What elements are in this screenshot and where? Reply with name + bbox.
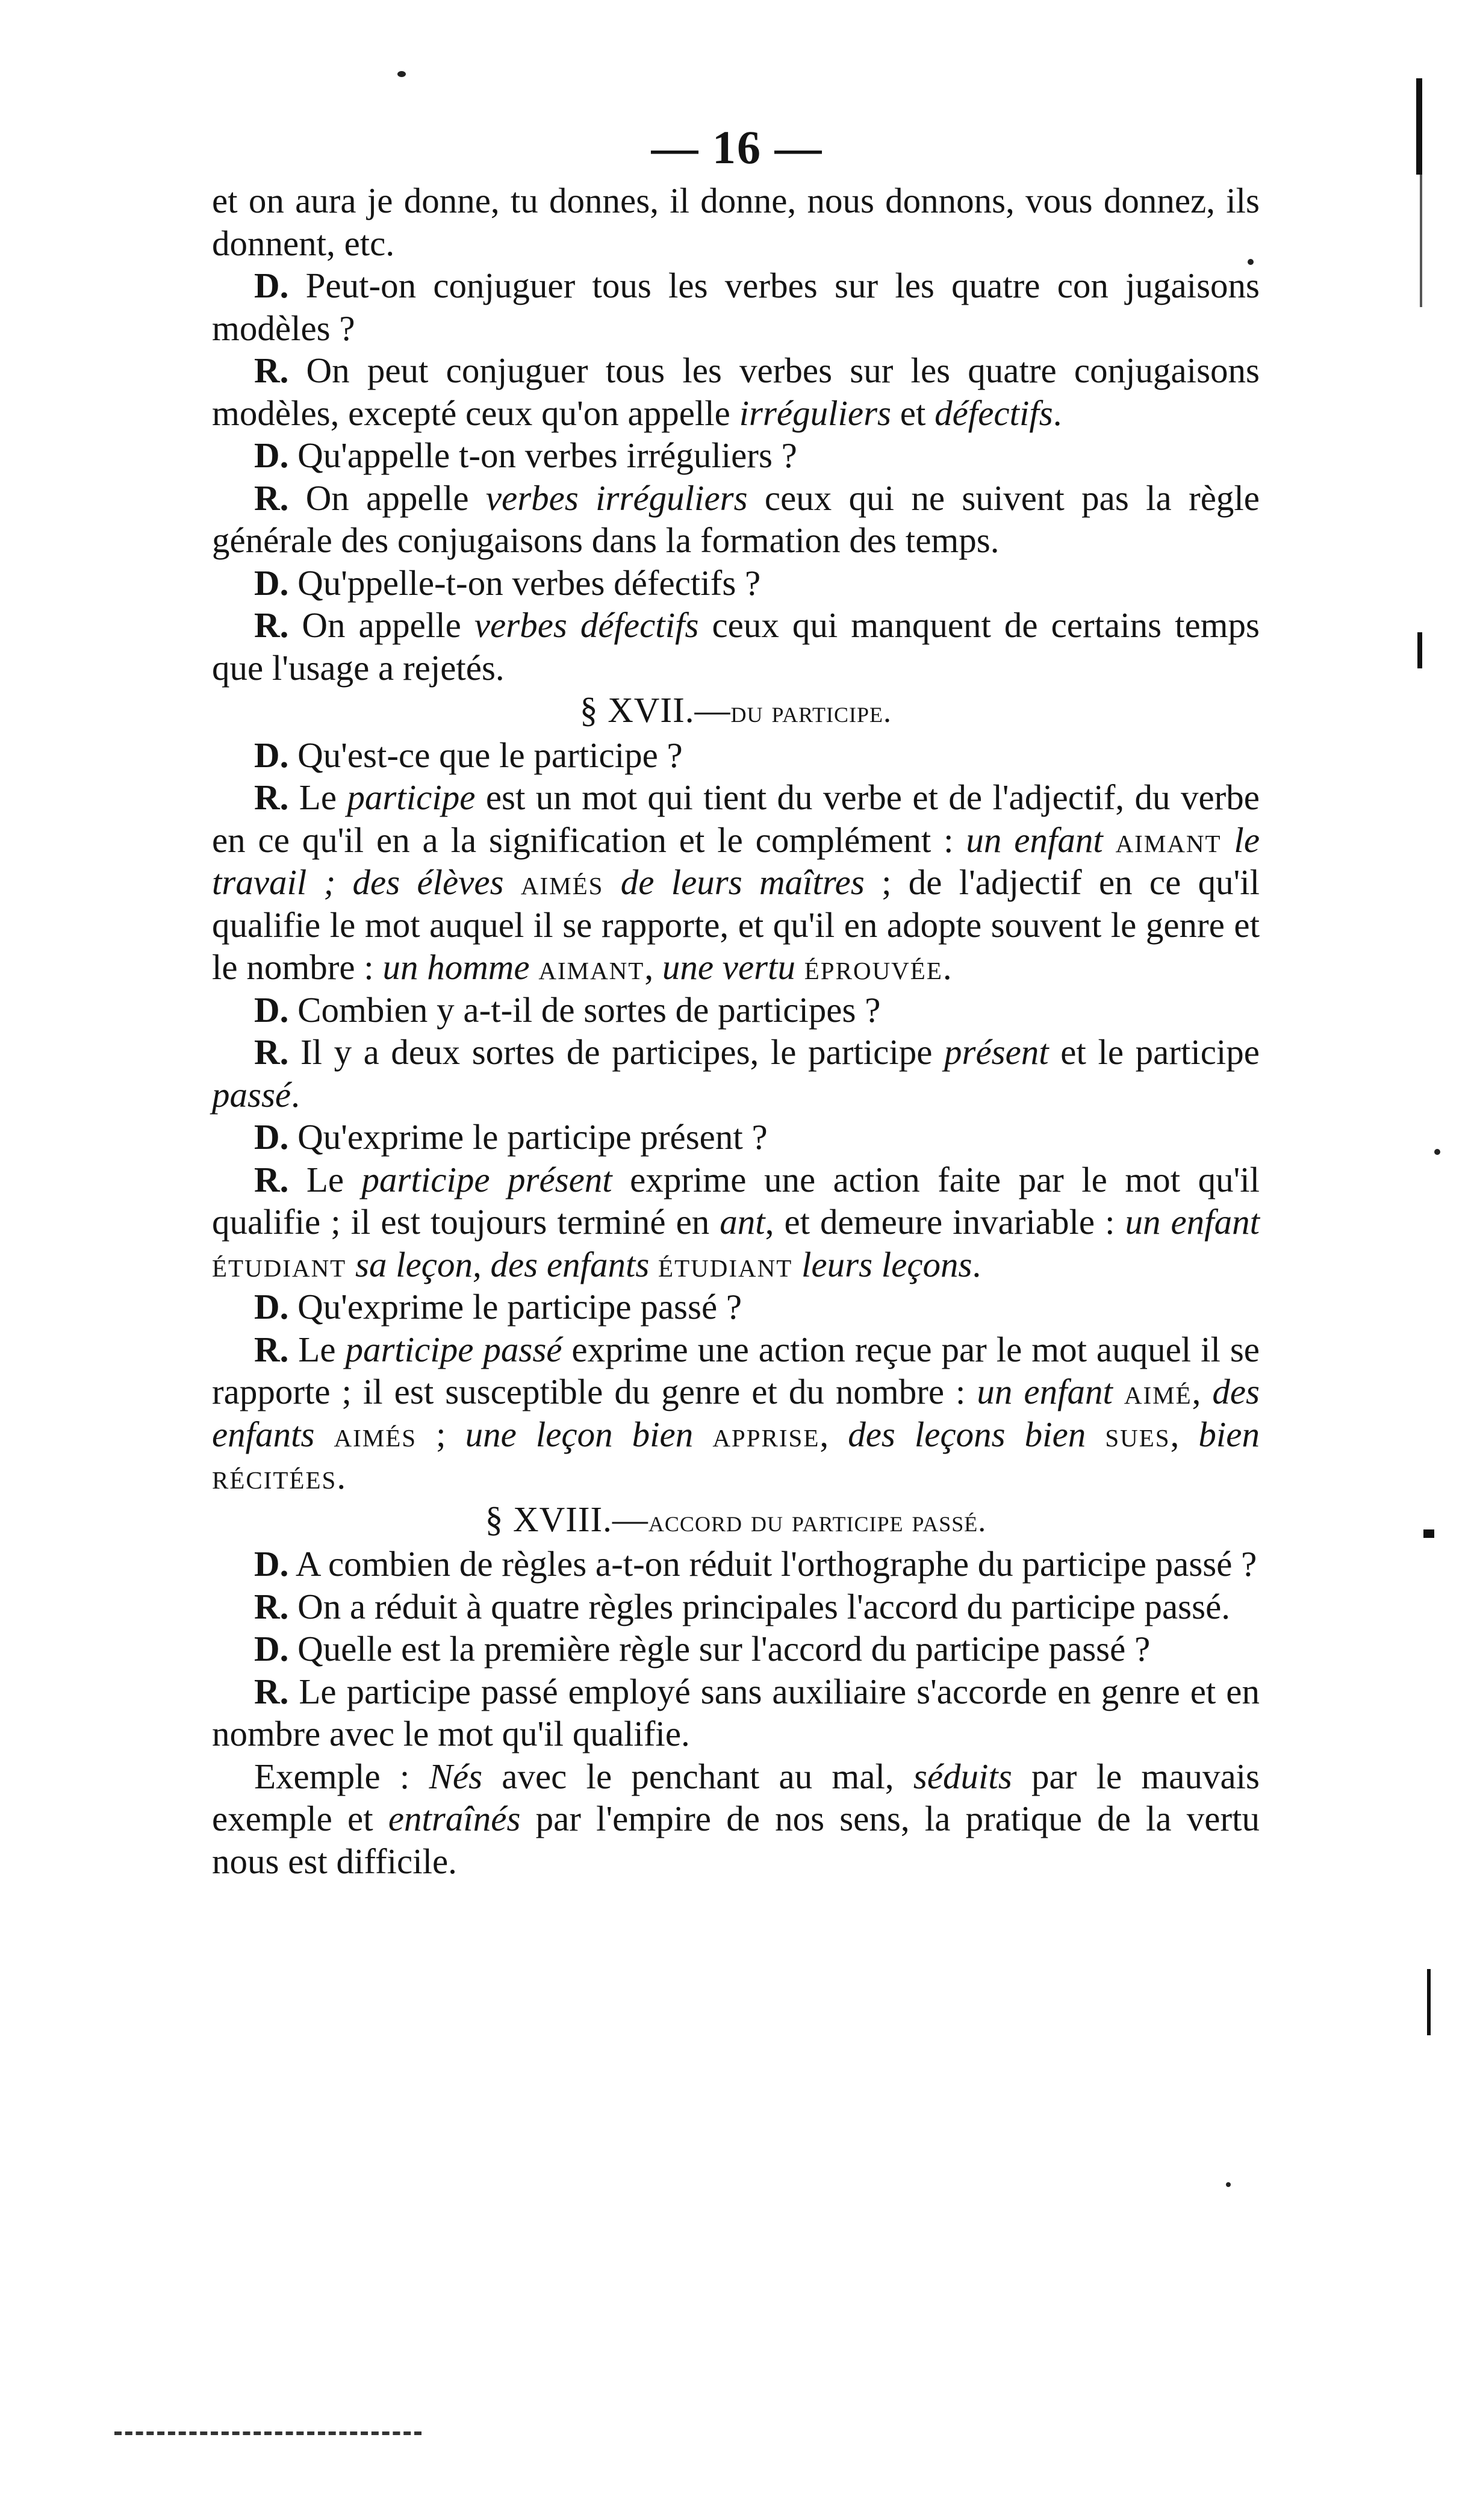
small-caps-example: sues xyxy=(1105,1414,1171,1454)
text-run: et le participe xyxy=(1048,1032,1260,1072)
question-paragraph xyxy=(212,1628,1260,1670)
answer-paragraph xyxy=(212,604,1260,689)
text-run: Qu'exprime le participe présent ? xyxy=(288,1117,768,1157)
speaker-label: R. xyxy=(254,605,289,645)
question-paragraph xyxy=(212,1286,1260,1328)
section-heading xyxy=(212,1498,1260,1543)
italic-term: verbes défectifs xyxy=(474,605,699,645)
scan-speck xyxy=(1226,2182,1231,2187)
scan-speck xyxy=(397,71,406,77)
italic-term: Nés xyxy=(429,1756,483,1796)
question-paragraph xyxy=(212,434,1260,477)
speaker-label: D. xyxy=(254,562,289,603)
answer-paragraph xyxy=(212,1159,1260,1286)
section-title: du participe. xyxy=(730,695,892,729)
text-run: par l'empire de nos sens, la pratique de la vertu nous est difficile. xyxy=(212,1799,1260,1881)
speaker-label: D. xyxy=(254,1117,289,1157)
text-run: . xyxy=(972,1244,981,1284)
small-caps-example: étudiant xyxy=(658,1244,793,1284)
text-run xyxy=(314,1414,334,1454)
italic-term: irréguliers xyxy=(739,393,892,433)
speaker-label: R. xyxy=(254,1586,289,1626)
answer-paragraph xyxy=(212,1031,1260,1116)
italic-term: participe présent xyxy=(361,1159,612,1199)
italic-term: un enfant xyxy=(977,1372,1113,1411)
text-run: , xyxy=(819,1414,848,1454)
speaker-label: R. xyxy=(254,777,289,817)
text-run: On peut conjuguer tous les verbes sur les quatre conjugaisons modèles, excepté ceux qu'on appelle xyxy=(212,350,1260,433)
text-run xyxy=(1113,1372,1124,1411)
answer-paragraph xyxy=(212,776,1260,989)
answer-paragraph xyxy=(212,1670,1260,1755)
text-run: et on aura je donne, tu donnes, il donne, nous donnons, vous donnez, ils donnent, etc. xyxy=(212,181,1260,263)
text-run xyxy=(504,862,521,902)
text-run: , xyxy=(1192,1372,1213,1411)
answer-paragraph xyxy=(212,349,1260,434)
text-run xyxy=(795,947,804,987)
italic-term: un enfant xyxy=(1125,1202,1260,1242)
small-caps-example: éprouvée xyxy=(804,947,943,987)
text-run xyxy=(530,947,539,987)
text-paragraph xyxy=(212,179,1260,264)
italic-term: leurs leçons xyxy=(801,1244,972,1284)
italic-term: entraînés xyxy=(388,1799,521,1838)
speaker-label: D. xyxy=(254,1287,289,1327)
text-run: Quelle est la première règle sur l'accord du participe passé ? xyxy=(288,1629,1151,1669)
text-run: On a réduit à quatre règles principales l'accord du participe passé. xyxy=(288,1586,1231,1626)
question-paragraph xyxy=(212,734,1260,777)
text-run: ; de l'adjectif en ce qu'il qualifie le mot auquel il se rapporte, et qu'il en adopte souvent le genre et le nombre : xyxy=(212,862,1260,987)
text-run: Peut-on conjuguer tous les verbes sur les quatre con jugaisons modèles ? xyxy=(212,266,1260,348)
text-run: . xyxy=(337,1457,346,1496)
speaker-label: D. xyxy=(254,735,289,775)
italic-term: ant xyxy=(720,1202,765,1242)
italic-term: un enfant xyxy=(966,820,1103,860)
speaker-label: D. xyxy=(254,989,289,1030)
text-run xyxy=(649,1245,658,1284)
italic-term: bien xyxy=(1198,1414,1260,1454)
text-run xyxy=(792,1245,801,1284)
text-run: ceux qui ne suivent pas la règle générale des conjugaisons dans la formation des temps. xyxy=(212,478,1260,560)
text-run xyxy=(1222,820,1234,860)
text-run: ; xyxy=(417,1414,465,1454)
italic-term: défectifs xyxy=(934,393,1053,433)
text-run xyxy=(346,1245,355,1284)
answer-paragraph xyxy=(212,477,1260,562)
italic-term: de leurs maîtres xyxy=(620,862,865,902)
small-caps-example: aimant xyxy=(538,947,645,987)
question-paragraph xyxy=(212,1543,1260,1585)
section-number: § XVIII.— xyxy=(485,1499,648,1539)
italic-term: sa leçon, des enfants xyxy=(355,1244,650,1284)
small-caps-example: apprise xyxy=(712,1414,820,1454)
small-caps-example: aimé xyxy=(1124,1372,1192,1411)
text-run: , et demeure invariable : xyxy=(765,1202,1125,1242)
text-run: avec le penchant au mal, xyxy=(482,1756,913,1796)
text-run: , xyxy=(1170,1414,1199,1454)
text-run: ceux qui manquent de certains temps que l'usage a rejetés. xyxy=(212,605,1260,688)
italic-term: passé xyxy=(212,1074,291,1115)
scan-bottom-mark xyxy=(114,2427,421,2435)
text-run: On appelle xyxy=(288,478,486,518)
text-run xyxy=(1086,1414,1105,1454)
italic-term: verbes irréguliers xyxy=(485,478,748,518)
speaker-label: D. xyxy=(254,1629,289,1669)
italic-term: séduits xyxy=(913,1756,1012,1796)
scan-edge-mark xyxy=(1420,175,1422,307)
speaker-label: D. xyxy=(254,1544,289,1584)
small-caps-example: aimés xyxy=(520,862,604,902)
speaker-label: R. xyxy=(254,1159,289,1199)
text-run: . xyxy=(1053,393,1062,433)
answer-paragraph xyxy=(212,1585,1260,1628)
text-run: Le participe passé employé sans auxiliaire s'accorde en genre et en nombre avec le mot qu'il qualifie. xyxy=(212,1671,1260,1753)
text-run: Exemple : xyxy=(254,1756,429,1796)
section-number: § XVII.— xyxy=(579,690,731,730)
speaker-label: R. xyxy=(254,1032,289,1072)
text-run: On appelle xyxy=(288,605,474,645)
italic-term: participe xyxy=(347,777,476,817)
text-run: Le xyxy=(288,1329,346,1369)
text-run: exprime une action reçue par le mot auquel il se rapporte ; il est susceptible du genre et du nombre : xyxy=(212,1329,1260,1411)
text-run: Le xyxy=(288,1159,362,1199)
text-run: exprime une action faite par le mot qu'il qualifie ; il est toujours terminé en xyxy=(212,1159,1260,1242)
answer-paragraph xyxy=(212,1328,1260,1498)
italic-term: des enfants xyxy=(212,1372,1260,1454)
italic-term: participe passé xyxy=(345,1329,562,1369)
italic-term: une leçon bien xyxy=(465,1414,694,1454)
text-run: Qu'appelle t-on verbes irréguliers ? xyxy=(288,435,797,475)
scan-edge-mark xyxy=(1417,632,1422,668)
speaker-label: R. xyxy=(254,478,289,518)
text-run: . xyxy=(942,947,952,987)
italic-term: une vertu xyxy=(662,947,796,987)
question-paragraph xyxy=(212,989,1260,1031)
speaker-label: R. xyxy=(254,1329,289,1369)
speaker-label: R. xyxy=(254,350,289,390)
scan-speck xyxy=(1434,1149,1440,1155)
section-title: accord du participe passé. xyxy=(648,1504,987,1538)
text-run: A combien de règles a-t-on réduit l'orthographe du participe passé ? xyxy=(288,1544,1257,1584)
small-caps-example: aimés xyxy=(334,1414,417,1454)
text-run: Qu'est-ce que le participe ? xyxy=(288,735,683,775)
italic-term: présent xyxy=(944,1032,1049,1072)
scan-edge-mark xyxy=(1427,1969,1431,2035)
text-run: Combien y a-t-il de sortes de participes ? xyxy=(288,989,881,1030)
small-caps-example: aimant xyxy=(1115,820,1222,860)
text-run: et xyxy=(891,393,935,433)
text-run: Le xyxy=(288,777,347,817)
text-run: est un mot qui tient du verbe et de l'adjectif, du verbe en ce qu'il en a la signification et le complément : xyxy=(212,777,1260,860)
speaker-label: D. xyxy=(254,266,289,305)
small-caps-example: récitées xyxy=(212,1457,337,1496)
text-run: Qu'exprime le participe passé ? xyxy=(288,1287,742,1327)
small-caps-example: étudiant xyxy=(212,1244,347,1284)
speaker-label: D. xyxy=(254,435,289,475)
text-run: , xyxy=(644,947,662,987)
question-paragraph xyxy=(212,562,1260,605)
text-paragraph xyxy=(212,1755,1260,1883)
italic-term: des leçons bien xyxy=(848,1414,1086,1454)
speaker-label: R. xyxy=(254,1671,289,1711)
text-run xyxy=(693,1414,712,1454)
text-run: . xyxy=(291,1074,300,1115)
text-run: par le mauvais exemple et xyxy=(212,1756,1260,1838)
scan-edge-mark xyxy=(1423,1529,1434,1538)
body-text xyxy=(212,179,1260,1882)
page-number: — 16 — xyxy=(651,121,823,173)
question-paragraph xyxy=(212,1116,1260,1159)
question-paragraph xyxy=(212,264,1260,349)
italic-term: le travail ; des élèves xyxy=(212,820,1260,902)
text-run: Qu'ppelle-t-on verbes défectifs ? xyxy=(288,562,761,603)
text-run: Il y a deux sortes de participes, le participe xyxy=(288,1032,945,1072)
text-run xyxy=(603,862,620,902)
text-run xyxy=(1103,820,1116,860)
italic-term: un homme xyxy=(382,947,530,987)
section-heading xyxy=(212,689,1260,734)
